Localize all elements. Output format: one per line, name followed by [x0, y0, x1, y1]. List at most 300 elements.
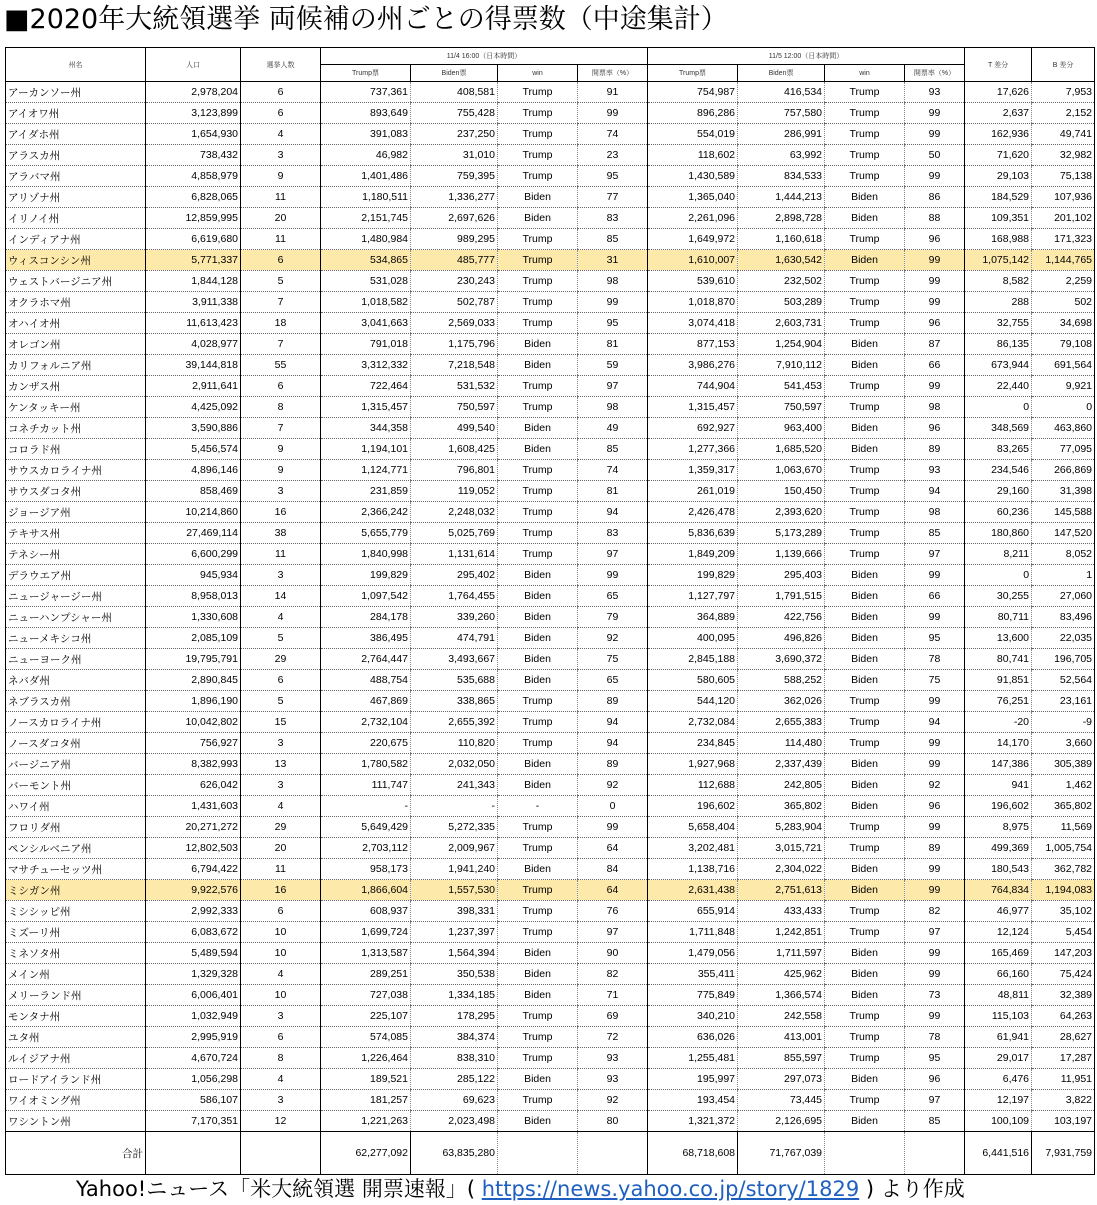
cell-biden-votes-1: 485,777 — [411, 250, 498, 271]
cell-win-1: Trump — [498, 271, 578, 292]
cell-win-1: - — [498, 796, 578, 817]
cell-trump-votes-1: 1,221,263 — [321, 1111, 411, 1132]
cell-population: 2,911,641 — [146, 376, 241, 397]
cell-population: 12,859,995 — [146, 208, 241, 229]
cell-win-1: Biden — [498, 334, 578, 355]
cell-trump-diff: 29,017 — [965, 1048, 1032, 1069]
cell-population: 2,085,109 — [146, 628, 241, 649]
cell-biden-diff: 1,144,765 — [1032, 250, 1095, 271]
cell-population: 2,995,919 — [146, 1027, 241, 1048]
cell-population: 1,896,190 — [146, 691, 241, 712]
cell-population: 12,802,503 — [146, 838, 241, 859]
cell-win-1: Trump — [498, 502, 578, 523]
cell-trump-votes-1: 531,028 — [321, 271, 411, 292]
cell-population: 6,794,422 — [146, 859, 241, 880]
cell-count-rate-1: 31 — [578, 250, 648, 271]
cell-state: ルイジアナ州 — [6, 1048, 146, 1069]
header-electors: 選挙人数 — [241, 48, 321, 82]
cell-trump-votes-2: 2,845,188 — [648, 649, 738, 670]
table-header — [6, 48, 1095, 82]
cell-biden-diff: 27,060 — [1032, 586, 1095, 607]
cell-biden-votes-2: 963,400 — [738, 418, 825, 439]
cell-biden-diff: 5,454 — [1032, 922, 1095, 943]
table-row — [6, 103, 1095, 124]
cell-trump-votes-2: 2,631,438 — [648, 880, 738, 901]
cell-biden-votes-2: 1,160,618 — [738, 229, 825, 250]
cell-win-2: Biden — [825, 859, 905, 880]
cell-electors: 8 — [241, 397, 321, 418]
header-win-2: win — [825, 65, 905, 82]
cell-count-rate-2: 99 — [905, 250, 965, 271]
cell-electors: 11 — [241, 544, 321, 565]
source-credit — [76, 1174, 965, 1204]
cell-trump-votes-2: 1,018,870 — [648, 292, 738, 313]
cell-population: 1,654,930 — [146, 124, 241, 145]
cell-trump-diff: 46,977 — [965, 901, 1032, 922]
table-row — [6, 229, 1095, 250]
cell-win-1: Trump — [498, 901, 578, 922]
cell-population: 4,896,146 — [146, 460, 241, 481]
cell-biden-votes-1: 2,248,032 — [411, 502, 498, 523]
cell-state: コネチカット州 — [6, 418, 146, 439]
cell-trump-votes-1: 5,655,779 — [321, 523, 411, 544]
cell-state: アイダホ州 — [6, 124, 146, 145]
cell-trump-diff: 76,251 — [965, 691, 1032, 712]
cell-trump-votes-1: 1,315,457 — [321, 397, 411, 418]
cell-biden-votes-2: 588,252 — [738, 670, 825, 691]
table-row — [6, 523, 1095, 544]
table-row — [6, 271, 1095, 292]
cell-biden-diff: 77,095 — [1032, 439, 1095, 460]
cell-count-rate-1: 90 — [578, 943, 648, 964]
table-row — [6, 964, 1095, 985]
table-row — [6, 859, 1095, 880]
header-state: 州名 — [6, 48, 146, 82]
cell-count-rate-2: 89 — [905, 439, 965, 460]
cell-biden-votes-2: 422,756 — [738, 607, 825, 628]
cell-trump-diff: 14,170 — [965, 733, 1032, 754]
cell-population: 1,844,128 — [146, 271, 241, 292]
cell-count-rate-1: 92 — [578, 1090, 648, 1111]
cell-count-rate-1: 93 — [578, 1069, 648, 1090]
table-row — [6, 145, 1095, 166]
cell-count-rate-1: 76 — [578, 901, 648, 922]
cell-biden-votes-1: 338,865 — [411, 691, 498, 712]
cell-count-rate-2: 95 — [905, 628, 965, 649]
cell-win-2: Biden — [825, 1069, 905, 1090]
cell-biden-votes-2: 5,173,289 — [738, 523, 825, 544]
cell-trump-votes-1: 3,312,332 — [321, 355, 411, 376]
cell-trump-votes-2: 2,732,084 — [648, 712, 738, 733]
cell-biden-votes-2: 3,690,372 — [738, 649, 825, 670]
cell-biden-votes-2: 362,026 — [738, 691, 825, 712]
cell-win-2: Trump — [825, 481, 905, 502]
cell-biden-votes-1: 119,052 — [411, 481, 498, 502]
cell-win-1: Biden — [498, 1111, 578, 1132]
cell-win-1: Trump — [498, 838, 578, 859]
cell-trump-diff: 61,941 — [965, 1027, 1032, 1048]
cell-trump-diff: 1,075,142 — [965, 250, 1032, 271]
cell-trump-diff: 180,543 — [965, 859, 1032, 880]
cell-biden-votes-2: 297,073 — [738, 1069, 825, 1090]
cell-count-rate-2: 85 — [905, 523, 965, 544]
cell-trump-votes-1: 5,649,429 — [321, 817, 411, 838]
cell-trump-diff: 66,160 — [965, 964, 1032, 985]
cell-win-1: Biden — [498, 208, 578, 229]
cell-trump-votes-1: 386,495 — [321, 628, 411, 649]
cell-state: コロラド州 — [6, 439, 146, 460]
cell-electors: 3 — [241, 1090, 321, 1111]
cell-trump-votes-1: 958,173 — [321, 859, 411, 880]
cell-trump-votes-2: 1,610,007 — [648, 250, 738, 271]
cell-state: アリゾナ州 — [6, 187, 146, 208]
cell-trump-votes-2: 1,430,589 — [648, 166, 738, 187]
cell-electors: 55 — [241, 355, 321, 376]
cell-count-rate-2: 96 — [905, 418, 965, 439]
cell-count-rate-1: 99 — [578, 292, 648, 313]
cell-biden-diff: 305,389 — [1032, 754, 1095, 775]
cell-count-rate-2: 99 — [905, 376, 965, 397]
cell-biden-votes-2: 416,534 — [738, 82, 825, 103]
cell-trump-diff: 764,834 — [965, 880, 1032, 901]
totals-empty — [146, 1132, 241, 1175]
cell-biden-votes-1: 241,343 — [411, 775, 498, 796]
cell-count-rate-2: 73 — [905, 985, 965, 1006]
cell-count-rate-2: 99 — [905, 691, 965, 712]
cell-electors: 10 — [241, 943, 321, 964]
cell-win-2: Trump — [825, 460, 905, 481]
cell-biden-diff: 3,822 — [1032, 1090, 1095, 1111]
cell-trump-votes-2: 199,829 — [648, 565, 738, 586]
cell-count-rate-2: 99 — [905, 565, 965, 586]
cell-biden-votes-1: - — [411, 796, 498, 817]
totals-empty — [825, 1132, 905, 1175]
cell-count-rate-1: 89 — [578, 754, 648, 775]
cell-count-rate-1: 59 — [578, 355, 648, 376]
table-row — [6, 838, 1095, 859]
cell-count-rate-1: 80 — [578, 1111, 648, 1132]
cell-trump-diff: 91,851 — [965, 670, 1032, 691]
cell-population: 9,922,576 — [146, 880, 241, 901]
cell-trump-votes-1: 2,703,112 — [321, 838, 411, 859]
cell-trump-votes-1: 1,194,101 — [321, 439, 411, 460]
cell-population: 586,107 — [146, 1090, 241, 1111]
table-row — [6, 376, 1095, 397]
cell-population: 2,992,333 — [146, 901, 241, 922]
cell-state: メイン州 — [6, 964, 146, 985]
cell-electors: 29 — [241, 649, 321, 670]
cell-biden-votes-2: 413,001 — [738, 1027, 825, 1048]
cell-electors: 4 — [241, 796, 321, 817]
cell-win-2: Biden — [825, 985, 905, 1006]
cell-biden-votes-1: 2,655,392 — [411, 712, 498, 733]
cell-win-1: Trump — [498, 544, 578, 565]
table-row — [6, 124, 1095, 145]
cell-trump-diff: 29,160 — [965, 481, 1032, 502]
cell-electors: 11 — [241, 859, 321, 880]
table-row — [6, 1048, 1095, 1069]
cell-trump-votes-2: 744,904 — [648, 376, 738, 397]
cell-win-1: Trump — [498, 376, 578, 397]
cell-biden-votes-2: 1,254,904 — [738, 334, 825, 355]
table-row — [6, 355, 1095, 376]
cell-trump-diff: 8,975 — [965, 817, 1032, 838]
cell-count-rate-2: 99 — [905, 271, 965, 292]
cell-count-rate-1: 92 — [578, 775, 648, 796]
cell-population: 4,425,092 — [146, 397, 241, 418]
cell-electors: 4 — [241, 1069, 321, 1090]
cell-win-2: Biden — [825, 649, 905, 670]
table-row — [6, 397, 1095, 418]
table-row — [6, 712, 1095, 733]
cell-count-rate-1: 97 — [578, 922, 648, 943]
cell-count-rate-2: 85 — [905, 1111, 965, 1132]
cell-trump-votes-2: 400,095 — [648, 628, 738, 649]
cell-count-rate-2: 96 — [905, 796, 965, 817]
cell-biden-votes-1: 1,564,394 — [411, 943, 498, 964]
cell-trump-votes-1: 284,178 — [321, 607, 411, 628]
cell-state: ネブラスカ州 — [6, 691, 146, 712]
cell-trump-votes-2: 1,365,040 — [648, 187, 738, 208]
cell-trump-votes-2: 340,210 — [648, 1006, 738, 1027]
table-row — [6, 985, 1095, 1006]
cell-win-2: Biden — [825, 628, 905, 649]
cell-biden-votes-2: 2,751,613 — [738, 880, 825, 901]
table-row — [6, 733, 1095, 754]
cell-biden-votes-2: 1,366,574 — [738, 985, 825, 1006]
cell-population: 1,431,603 — [146, 796, 241, 817]
cell-trump-votes-1: 1,866,604 — [321, 880, 411, 901]
cell-trump-votes-1: 737,361 — [321, 82, 411, 103]
cell-trump-diff: 22,440 — [965, 376, 1032, 397]
cell-biden-votes-2: 286,991 — [738, 124, 825, 145]
cell-count-rate-2: 99 — [905, 124, 965, 145]
table-row — [6, 1111, 1095, 1132]
cell-biden-votes-2: 834,533 — [738, 166, 825, 187]
cell-trump-diff: 86,135 — [965, 334, 1032, 355]
cell-electors: 6 — [241, 901, 321, 922]
cell-biden-votes-1: 2,009,967 — [411, 838, 498, 859]
cell-state: ロードアイランド州 — [6, 1069, 146, 1090]
cell-biden-diff: 32,982 — [1032, 145, 1095, 166]
table-row — [6, 502, 1095, 523]
cell-biden-votes-1: 2,569,033 — [411, 313, 498, 334]
cell-state: メリーランド州 — [6, 985, 146, 1006]
cell-trump-votes-2: 3,202,481 — [648, 838, 738, 859]
cell-trump-diff: 83,265 — [965, 439, 1032, 460]
cell-trump-diff: 60,236 — [965, 502, 1032, 523]
cell-count-rate-2: 96 — [905, 1069, 965, 1090]
cell-win-1: Trump — [498, 397, 578, 418]
cell-trump-votes-2: 539,610 — [648, 271, 738, 292]
cell-count-rate-1: 75 — [578, 649, 648, 670]
header-count-rate-1: 開票率（%） — [578, 65, 648, 82]
cell-trump-votes-1: 1,699,724 — [321, 922, 411, 943]
cell-trump-votes-2: 5,658,404 — [648, 817, 738, 838]
cell-population: 8,382,993 — [146, 754, 241, 775]
cell-win-1: Trump — [498, 1006, 578, 1027]
cell-biden-diff: 23,161 — [1032, 691, 1095, 712]
source-link[interactable]: https://news.yahoo.co.jp/story/1829 — [481, 1177, 860, 1201]
cell-state: アラスカ州 — [6, 145, 146, 166]
header-trump-diff: T 差分 — [965, 48, 1032, 82]
cell-count-rate-2: 94 — [905, 481, 965, 502]
cell-count-rate-2: 96 — [905, 313, 965, 334]
cell-trump-votes-2: 692,927 — [648, 418, 738, 439]
cell-electors: 4 — [241, 607, 321, 628]
cell-count-rate-2: 95 — [905, 1048, 965, 1069]
cell-win-2: Trump — [825, 502, 905, 523]
cell-count-rate-1: 85 — [578, 229, 648, 250]
cell-trump-votes-1: 791,018 — [321, 334, 411, 355]
cell-biden-diff: 145,588 — [1032, 502, 1095, 523]
cell-electors: 16 — [241, 880, 321, 901]
cell-count-rate-2: 88 — [905, 208, 965, 229]
cell-trump-diff: 8,582 — [965, 271, 1032, 292]
cell-trump-votes-2: 554,019 — [648, 124, 738, 145]
table-row — [6, 628, 1095, 649]
cell-count-rate-2: 98 — [905, 397, 965, 418]
cell-biden-votes-1: 989,295 — [411, 229, 498, 250]
cell-trump-votes-1: 608,937 — [321, 901, 411, 922]
cell-biden-votes-1: 499,540 — [411, 418, 498, 439]
cell-state: ペンシルベニア州 — [6, 838, 146, 859]
cell-trump-votes-2: 1,138,716 — [648, 859, 738, 880]
cell-trump-diff: 12,197 — [965, 1090, 1032, 1111]
cell-biden-diff: 0 — [1032, 397, 1095, 418]
cell-win-1: Biden — [498, 418, 578, 439]
cell-trump-votes-2: 364,889 — [648, 607, 738, 628]
cell-trump-votes-2: 3,074,418 — [648, 313, 738, 334]
cell-biden-votes-1: 31,010 — [411, 145, 498, 166]
cell-count-rate-2: 99 — [905, 964, 965, 985]
cell-trump-votes-1: 1,018,582 — [321, 292, 411, 313]
cell-population: 6,006,401 — [146, 985, 241, 1006]
cell-biden-votes-1: 3,493,667 — [411, 649, 498, 670]
cell-trump-diff: 80,741 — [965, 649, 1032, 670]
cell-trump-votes-2: 112,688 — [648, 775, 738, 796]
cell-trump-votes-2: 544,120 — [648, 691, 738, 712]
cell-win-1: Trump — [498, 523, 578, 544]
cell-win-2: Biden — [825, 334, 905, 355]
cell-electors: 10 — [241, 922, 321, 943]
cell-win-1: Trump — [498, 229, 578, 250]
cell-count-rate-1: 95 — [578, 166, 648, 187]
cell-state: デラウエア州 — [6, 565, 146, 586]
cell-biden-diff: 35,102 — [1032, 901, 1095, 922]
cell-count-rate-1: 99 — [578, 565, 648, 586]
cell-state: ウェストバージニア州 — [6, 271, 146, 292]
cell-count-rate-1: 82 — [578, 964, 648, 985]
cell-count-rate-2: 82 — [905, 901, 965, 922]
table-row — [6, 1069, 1095, 1090]
cell-population: 2,890,845 — [146, 670, 241, 691]
cell-win-2: Trump — [825, 1027, 905, 1048]
cell-electors: 7 — [241, 292, 321, 313]
cell-win-2: Trump — [825, 145, 905, 166]
cell-population: 4,858,979 — [146, 166, 241, 187]
cell-win-2: Biden — [825, 565, 905, 586]
cell-biden-diff: 691,564 — [1032, 355, 1095, 376]
cell-win-2: Trump — [825, 271, 905, 292]
cell-biden-votes-1: 69,623 — [411, 1090, 498, 1111]
cell-state: ハワイ州 — [6, 796, 146, 817]
cell-win-2: Trump — [825, 817, 905, 838]
cell-state: ミシガン州 — [6, 880, 146, 901]
cell-trump-diff: 165,469 — [965, 943, 1032, 964]
cell-count-rate-2: 97 — [905, 922, 965, 943]
table-row — [6, 334, 1095, 355]
cell-biden-votes-1: 531,532 — [411, 376, 498, 397]
cell-trump-votes-2: 355,411 — [648, 964, 738, 985]
cell-population: 1,032,949 — [146, 1006, 241, 1027]
cell-trump-diff: 0 — [965, 397, 1032, 418]
cell-biden-diff: 1,462 — [1032, 775, 1095, 796]
cell-count-rate-2: 66 — [905, 355, 965, 376]
cell-count-rate-1: 77 — [578, 187, 648, 208]
cell-electors: 3 — [241, 145, 321, 166]
cell-biden-votes-1: 535,688 — [411, 670, 498, 691]
cell-win-2: Biden — [825, 208, 905, 229]
cell-population: 10,214,860 — [146, 502, 241, 523]
cell-biden-votes-1: 2,697,626 — [411, 208, 498, 229]
cell-biden-diff: 1 — [1032, 565, 1095, 586]
cell-count-rate-1: 99 — [578, 103, 648, 124]
cell-state: モンタナ州 — [6, 1006, 146, 1027]
cell-count-rate-1: 65 — [578, 586, 648, 607]
cell-count-rate-1: 99 — [578, 817, 648, 838]
cell-trump-votes-1: 1,480,984 — [321, 229, 411, 250]
cell-win-1: Biden — [498, 964, 578, 985]
cell-biden-votes-1: 750,597 — [411, 397, 498, 418]
table-row — [6, 880, 1095, 901]
cell-biden-diff: 1,194,083 — [1032, 880, 1095, 901]
header-group-nov5: 11/5 12:00（日本時間） — [648, 48, 965, 65]
cell-biden-diff: 31,398 — [1032, 481, 1095, 502]
cell-trump-votes-1: 199,829 — [321, 565, 411, 586]
cell-win-2: Trump — [825, 901, 905, 922]
cell-biden-votes-2: 2,898,728 — [738, 208, 825, 229]
cell-state: アイオワ州 — [6, 103, 146, 124]
cell-biden-votes-1: 1,175,796 — [411, 334, 498, 355]
cell-count-rate-1: 64 — [578, 880, 648, 901]
cell-biden-diff: 79,108 — [1032, 334, 1095, 355]
cell-electors: 5 — [241, 628, 321, 649]
cell-biden-votes-1: 474,791 — [411, 628, 498, 649]
cell-biden-diff: 147,520 — [1032, 523, 1095, 544]
cell-biden-votes-2: 1,063,670 — [738, 460, 825, 481]
cell-count-rate-1: 94 — [578, 712, 648, 733]
totals-trump-1: 62,277,092 — [321, 1132, 411, 1175]
cell-biden-diff: 1,005,754 — [1032, 838, 1095, 859]
cell-biden-votes-1: 5,025,769 — [411, 523, 498, 544]
cell-electors: 6 — [241, 670, 321, 691]
cell-count-rate-1: 49 — [578, 418, 648, 439]
table-row — [6, 208, 1095, 229]
cell-electors: 12 — [241, 1111, 321, 1132]
table-footer — [6, 1132, 1095, 1175]
cell-biden-diff: 171,323 — [1032, 229, 1095, 250]
cell-win-1: Biden — [498, 628, 578, 649]
table-row — [6, 775, 1095, 796]
table-row — [6, 607, 1095, 628]
cell-count-rate-1: 91 — [578, 82, 648, 103]
cell-trump-votes-2: 2,261,096 — [648, 208, 738, 229]
cell-population: 20,271,272 — [146, 817, 241, 838]
cell-win-1: Biden — [498, 355, 578, 376]
cell-win-1: Biden — [498, 565, 578, 586]
cell-trump-votes-1: 46,982 — [321, 145, 411, 166]
